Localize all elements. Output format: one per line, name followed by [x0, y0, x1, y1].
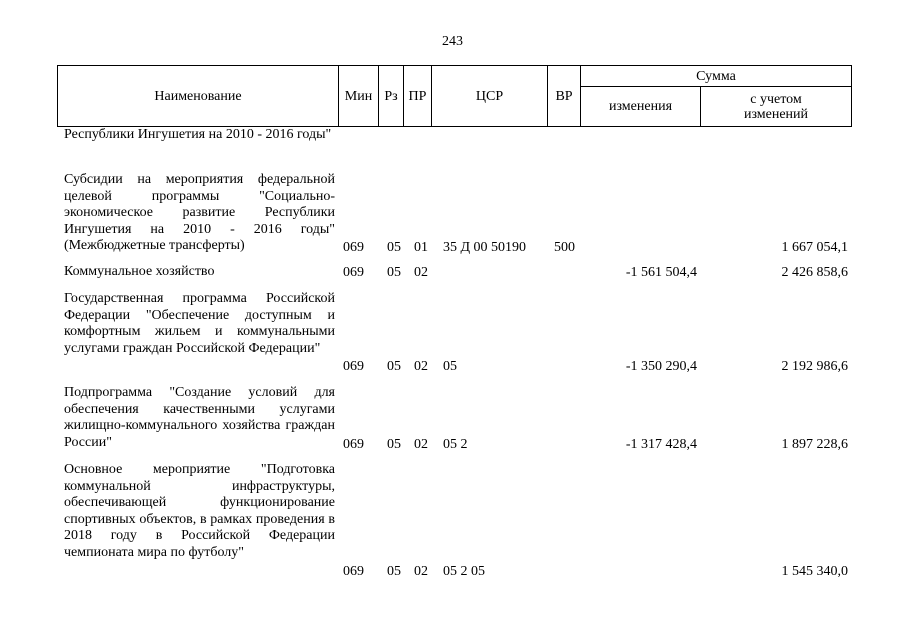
- table-row: [0, 385, 905, 453]
- header-change: изменения: [581, 87, 701, 127]
- header-csr: ЦСР: [432, 66, 548, 127]
- row-pr: 02: [414, 436, 428, 452]
- header-min: Мин: [339, 66, 379, 127]
- row-min: 069: [343, 358, 364, 374]
- row-pr: 02: [414, 563, 428, 579]
- row-change: -1 350 290,4: [625, 358, 697, 374]
- row-pr: 01: [414, 239, 428, 255]
- row-change: -1 317 428,4: [625, 436, 697, 452]
- row-name: Коммунальное хозяйство: [64, 264, 215, 279]
- header-name: Наименование: [58, 66, 339, 127]
- row-min: 069: [343, 563, 364, 579]
- table-row: [0, 462, 905, 580]
- header-vr: ВР: [548, 66, 581, 127]
- row-vr: 500: [554, 239, 575, 255]
- table-row: [0, 172, 905, 256]
- row-csr: 05: [443, 358, 457, 374]
- header-total-line2: изменений: [743, 106, 809, 122]
- table-row: [0, 264, 905, 281]
- row-csr: 05 2: [443, 436, 468, 452]
- row-name: Субсидии на мероприятия федеральной целевой программы "Социально-экономическое развитие Республики Ингушетия на 2010 - 2016 годы" (Межбюджетные трансферты): [64, 172, 335, 253]
- row-min: 069: [343, 239, 364, 255]
- table-header: [57, 65, 852, 127]
- row-name: Основное мероприятие "Подготовка коммунальной инфраструктуры, обеспечивающей функционирование спортивных объектов, в рамках проведения в 2018 году в Российской Федерации чемпионата мира по футболу": [64, 462, 335, 560]
- row-total: 1 545 340,0: [781, 563, 848, 579]
- row-pr: 02: [414, 358, 428, 374]
- row-pr: 02: [414, 264, 428, 280]
- page-number: 243: [442, 34, 463, 49]
- row-rz: 05: [387, 239, 401, 255]
- header-total-line1: с учетом: [750, 91, 802, 107]
- header-pr: ПР: [404, 66, 432, 127]
- table-row: [0, 291, 905, 375]
- row-name: Подпрограмма "Создание условий для обеспечения качественными услугами жилищно-коммунального хозяйства граждан России": [64, 385, 335, 450]
- row-total: 1 897 228,6: [781, 436, 848, 452]
- header-total: [701, 87, 852, 127]
- row-total: 2 192 986,6: [781, 358, 848, 374]
- row-change: -1 561 504,4: [625, 264, 697, 280]
- row-csr: 35 Д 00 50190: [443, 239, 527, 255]
- header-sum: Сумма: [581, 66, 852, 87]
- header-rz: Рз: [379, 66, 404, 127]
- row-name: Государственная программа Российской Федерации "Обеспечение доступным и комфортным жильем и коммунальными услугами граждан Российской Федерации": [64, 291, 335, 356]
- row-total: 1 667 054,1: [781, 239, 848, 255]
- row-rz: 05: [387, 436, 401, 452]
- row-rz: 05: [387, 563, 401, 579]
- row-rz: 05: [387, 358, 401, 374]
- row-total: 2 426 858,6: [781, 264, 848, 280]
- row-rz: 05: [387, 264, 401, 280]
- row-min: 069: [343, 264, 364, 280]
- row-min: 069: [343, 436, 364, 452]
- row-csr: 05 2 05: [443, 563, 485, 579]
- table-row: [0, 127, 905, 160]
- row-name: Республики Ингушетия на 2010 - 2016 годы": [64, 127, 332, 142]
